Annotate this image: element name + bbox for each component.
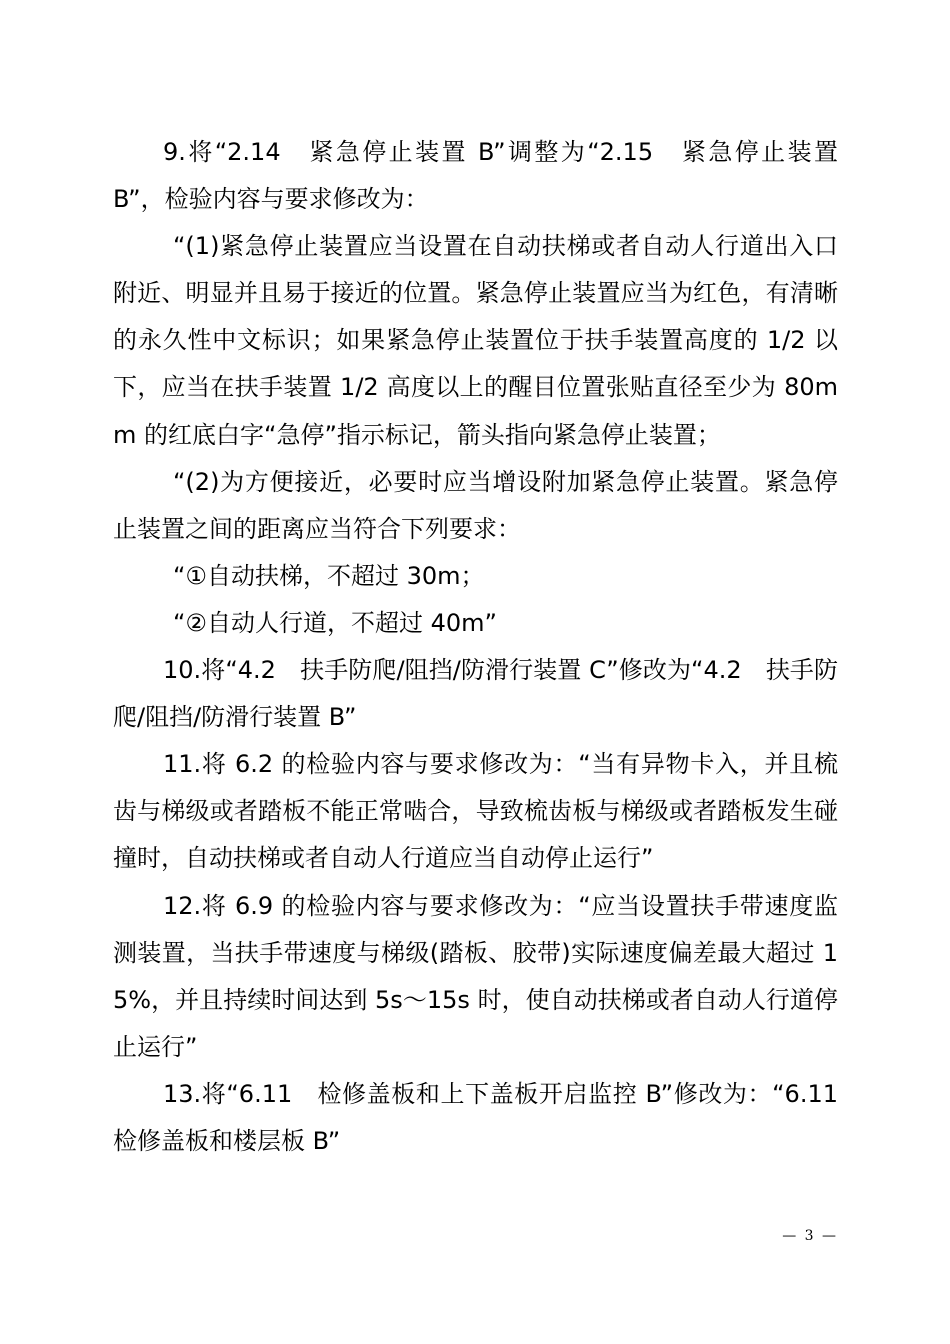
paragraph-item-9-clause-2: “(2)为方便接近，必要时应当增设附加紧急停止装置。紧急停止装置之间的距离应当符合下列要求： [113,467,838,543]
paragraph-item-13: 13.将“6.11 检修盖板和上下盖板开启监控 B”修改为：“6.11 检修盖板和楼层板 B” [113,1079,862,1155]
paragraph-item-9-clause-2-sub-2: “②自动人行道，不超过 40m” [173,608,497,637]
paragraph-item-9-clause-2-sub-1: “①自动扶梯，不超过 30m； [173,561,485,590]
paragraph-item-9: 9.将“2.14 紧急停止装置 B”调整为“2.15 紧急停止装置 B”，检验内容与要求修改为： [113,138,846,214]
paragraph-item-10: 10.将“4.2 扶手防爬/阻挡/防滑行装置 C”修改为“4.2 扶手防爬/阻挡/防滑行装置 B” [113,656,838,732]
paragraph-item-12: 12.将 6.9 的检验内容与要求修改为：“应当设置扶手带速度监测装置，当扶手带速度与梯级(踏板、胶带)实际速度偏差最大超过 15%，并且持续时间达到 5s～15s 时，使自动扶梯或者自动人行道停止运行” [113,891,838,1061]
document-body [113,129,862,1165]
paragraph-item-11: 11.将 6.2 的检验内容与要求修改为：“当有异物卡入，并且梳齿与梯级或者踏板不能正常啮合，导致梳齿板与梯级或者踏板发生碰撞时，自动扶梯或者自动人行道应当自动停止运行” [113,750,838,873]
paragraph-item-9-clause-1: “(1)紧急停止装置应当设置在自动扶梯或者自动人行道出入口附近、明显并且易于接近的位置。紧急停止装置应当为红色，有清晰的永久性中文标识；如果紧急停止装置位于扶手装置高度的 1/2 以下，应当在扶手装置 1/2 高度以上的醒目位置张贴直径至少为 80mm 的红底白字“急停”指示标记，箭头指向紧急停止装置； [113,232,838,449]
page-number: — 3 — [782,1228,838,1244]
